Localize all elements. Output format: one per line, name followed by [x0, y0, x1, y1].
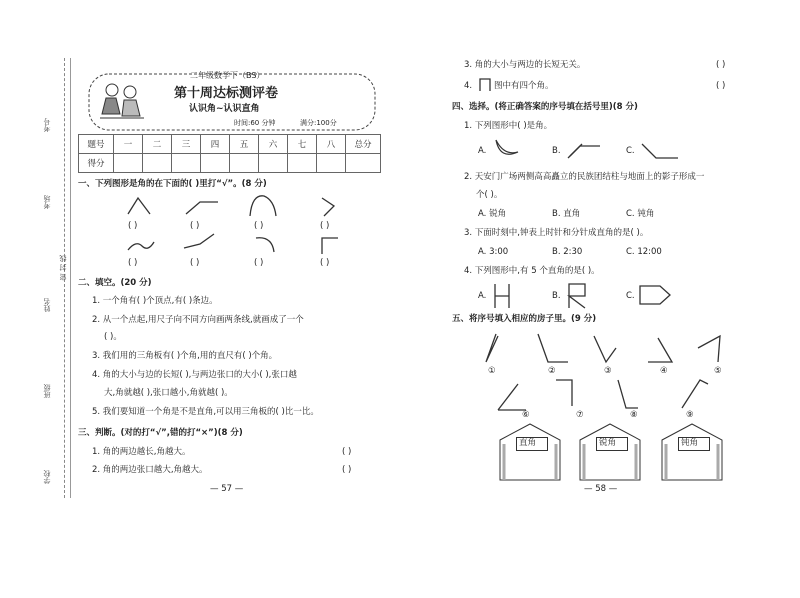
score-cell: 一 [114, 135, 143, 154]
score-cell: 题号 [79, 135, 114, 154]
score-input-cell[interactable] [114, 154, 143, 173]
section4-q2a: 2. 天安门广场两侧高高矗立的民族团结柱与地面上的影子形成一 [464, 172, 705, 182]
time-info: 时间:60 分钟 [234, 119, 276, 127]
option-a[interactable]: A. 3:00 [478, 247, 509, 257]
page-number-left: — 57 — [210, 484, 244, 494]
number-label: ② [548, 366, 556, 376]
angle-6 [498, 384, 518, 410]
score-input-cell[interactable] [143, 154, 172, 173]
label-seal-line: 密 封 线 [59, 255, 67, 281]
angle-1 [486, 334, 498, 362]
option-c-shape [638, 284, 674, 306]
section4-q1: 1. 下列图形中( )是角。 [464, 121, 553, 131]
margin-line-2 [70, 58, 71, 498]
label-exam-number: 考号 [43, 118, 51, 132]
score-input-cell[interactable] [201, 154, 230, 173]
angle-8 [618, 380, 638, 408]
figure-curve-shape [128, 242, 154, 250]
score-input-cell[interactable] [259, 154, 288, 173]
option-label[interactable]: C. [626, 146, 635, 156]
moon-shape [492, 136, 522, 162]
section3-q4-num: 4. [464, 81, 473, 91]
section3-q1: 1. 角的两边越长,角越大。 [92, 447, 191, 457]
number-label: ④ [660, 366, 668, 376]
option-a-shape [492, 282, 512, 310]
section3-title: 三、判断。(对的打“√”,错的打“×”)(8 分) [78, 428, 243, 438]
answer-paren[interactable]: ( ) [320, 221, 330, 231]
answer-paren[interactable]: ( ) [342, 465, 352, 475]
figure-curve-shape [250, 196, 276, 216]
section2-q3: 3. 我们用的三角板有( )个角,用的直尺有( )个角。 [92, 351, 278, 361]
score-cell: 四 [201, 135, 230, 154]
section2-q4b: 大,角就越( ),张口越小,角就越( )。 [104, 388, 233, 398]
section2-title: 二、填空。(20 分) [78, 278, 152, 288]
section4-q2b: 个( )。 [476, 190, 503, 200]
number-label: ⑨ [686, 410, 694, 420]
answer-paren[interactable]: ( ) [254, 221, 264, 231]
answer-paren[interactable]: ( ) [342, 447, 352, 457]
score-cell: 三 [172, 135, 201, 154]
number-label: ⑥ [522, 410, 530, 420]
score-info: 满分:100分 [300, 119, 337, 127]
score-table [78, 134, 381, 173]
answer-paren[interactable]: ( ) [190, 258, 200, 268]
option-c[interactable]: C. 钝角 [626, 209, 655, 219]
section4-q4: 4. 下列图形中,有 5 个直角的是( )。 [464, 266, 600, 276]
figure-angle-shape [184, 234, 214, 248]
score-cell: 七 [288, 135, 317, 154]
number-label: ③ [604, 366, 612, 376]
score-input-cell[interactable] [346, 154, 381, 173]
section3-q4-shape [478, 77, 492, 93]
angle-5 [698, 336, 720, 362]
angle-2 [538, 334, 568, 362]
number-label: ⑤ [714, 366, 722, 376]
score-cell: 二 [143, 135, 172, 154]
number-label: ⑦ [576, 410, 584, 420]
option-c[interactable]: C. 12:00 [626, 247, 662, 257]
option-b-shape [566, 282, 588, 310]
section2-q2a: 2. 从一个点起,用尺子向不同方向画两条线,就画成了一个 [92, 315, 304, 325]
score-table-header-row [79, 135, 381, 154]
figure-angle-shape [128, 198, 150, 214]
page-subtitle: 认识角~认识直角 [189, 104, 260, 114]
number-label: ① [488, 366, 496, 376]
option-label[interactable]: B. [552, 146, 561, 156]
option-label[interactable]: A. [478, 146, 487, 156]
label-exam-room: 考场 [43, 195, 51, 209]
answer-paren[interactable]: ( ) [320, 258, 330, 268]
option-b-angle [564, 138, 604, 162]
score-input-cell[interactable] [317, 154, 346, 173]
section3-q2: 2. 角的两边张口越大,角越大。 [92, 465, 208, 475]
score-cell: 总分 [346, 135, 381, 154]
kids-illustration-icon [98, 80, 148, 122]
label-school: 学校 [43, 470, 51, 484]
answer-paren[interactable]: ( ) [716, 60, 726, 70]
figure-angle-shape [186, 202, 218, 214]
angle-4 [648, 338, 672, 362]
score-cell: 八 [317, 135, 346, 154]
option-b[interactable]: B. 直角 [552, 209, 581, 219]
angle-7 [556, 380, 572, 406]
score-cell: 五 [230, 135, 259, 154]
option-c-angle [640, 138, 680, 162]
angle-3 [594, 336, 616, 362]
score-cell: 得分 [79, 154, 114, 173]
answer-paren[interactable]: ( ) [128, 221, 138, 231]
answer-paren[interactable]: ( ) [128, 258, 138, 268]
angle-9 [682, 380, 708, 408]
option-a[interactable]: A. 锐角 [478, 209, 507, 219]
score-input-cell[interactable] [172, 154, 201, 173]
section3-q3: 3. 角的大小与两边的长短无关。 [464, 60, 586, 70]
label-name: 姓名 [43, 298, 51, 312]
score-input-cell[interactable] [288, 154, 317, 173]
option-label[interactable]: B. [552, 291, 561, 301]
page-title: 第十周达标测评卷 [174, 86, 279, 101]
answer-paren[interactable]: ( ) [716, 81, 726, 91]
figure-angle-shape [322, 238, 338, 254]
score-table-score-row [79, 154, 381, 173]
option-label[interactable]: C. [626, 291, 635, 301]
figure-angle-shape [322, 198, 334, 216]
house-label: 直角 [519, 438, 537, 448]
label-class: 班级 [43, 384, 51, 398]
option-label[interactable]: A. [478, 291, 487, 301]
figure-curve-shape [256, 238, 274, 252]
score-input-cell[interactable] [230, 154, 259, 173]
section2-q5: 5. 我们要知道一个角是不是直角,可以用三角板的( )比一比。 [92, 407, 319, 417]
page-number-right: — 58 — [584, 484, 618, 494]
section4-q3: 3. 下面时刻中,钟表上时针和分针成直角的是( )。 [464, 228, 649, 238]
house-label: 钝角 [681, 438, 699, 448]
answer-paren[interactable]: ( ) [254, 258, 264, 268]
house-label: 锐角 [599, 438, 617, 448]
section2-q4a: 4. 角的大小与边的长短( ),与两边张口的大小( ),张口越 [92, 370, 297, 380]
score-cell: 六 [259, 135, 288, 154]
grade-label: 二年级数学下（BS） [190, 71, 265, 80]
section1-title: 一、下列图形是角的在下面的( )里打“√”。(8 分) [78, 179, 267, 189]
option-b[interactable]: B. 2:30 [552, 247, 583, 257]
answer-paren[interactable]: ( ) [190, 221, 200, 231]
section2-q2b: ( )。 [104, 332, 122, 342]
section4-title: 四、选择。(将正确答案的序号填在括号里)(8 分) [452, 102, 638, 112]
section3-q4: 图中有四个角。 [494, 81, 554, 91]
number-label: ⑧ [630, 410, 638, 420]
section2-q1: 1. 一个角有( )个顶点,有( )条边。 [92, 296, 218, 306]
section5-title: 五、将序号填入相应的房子里。(9 分) [452, 314, 597, 324]
